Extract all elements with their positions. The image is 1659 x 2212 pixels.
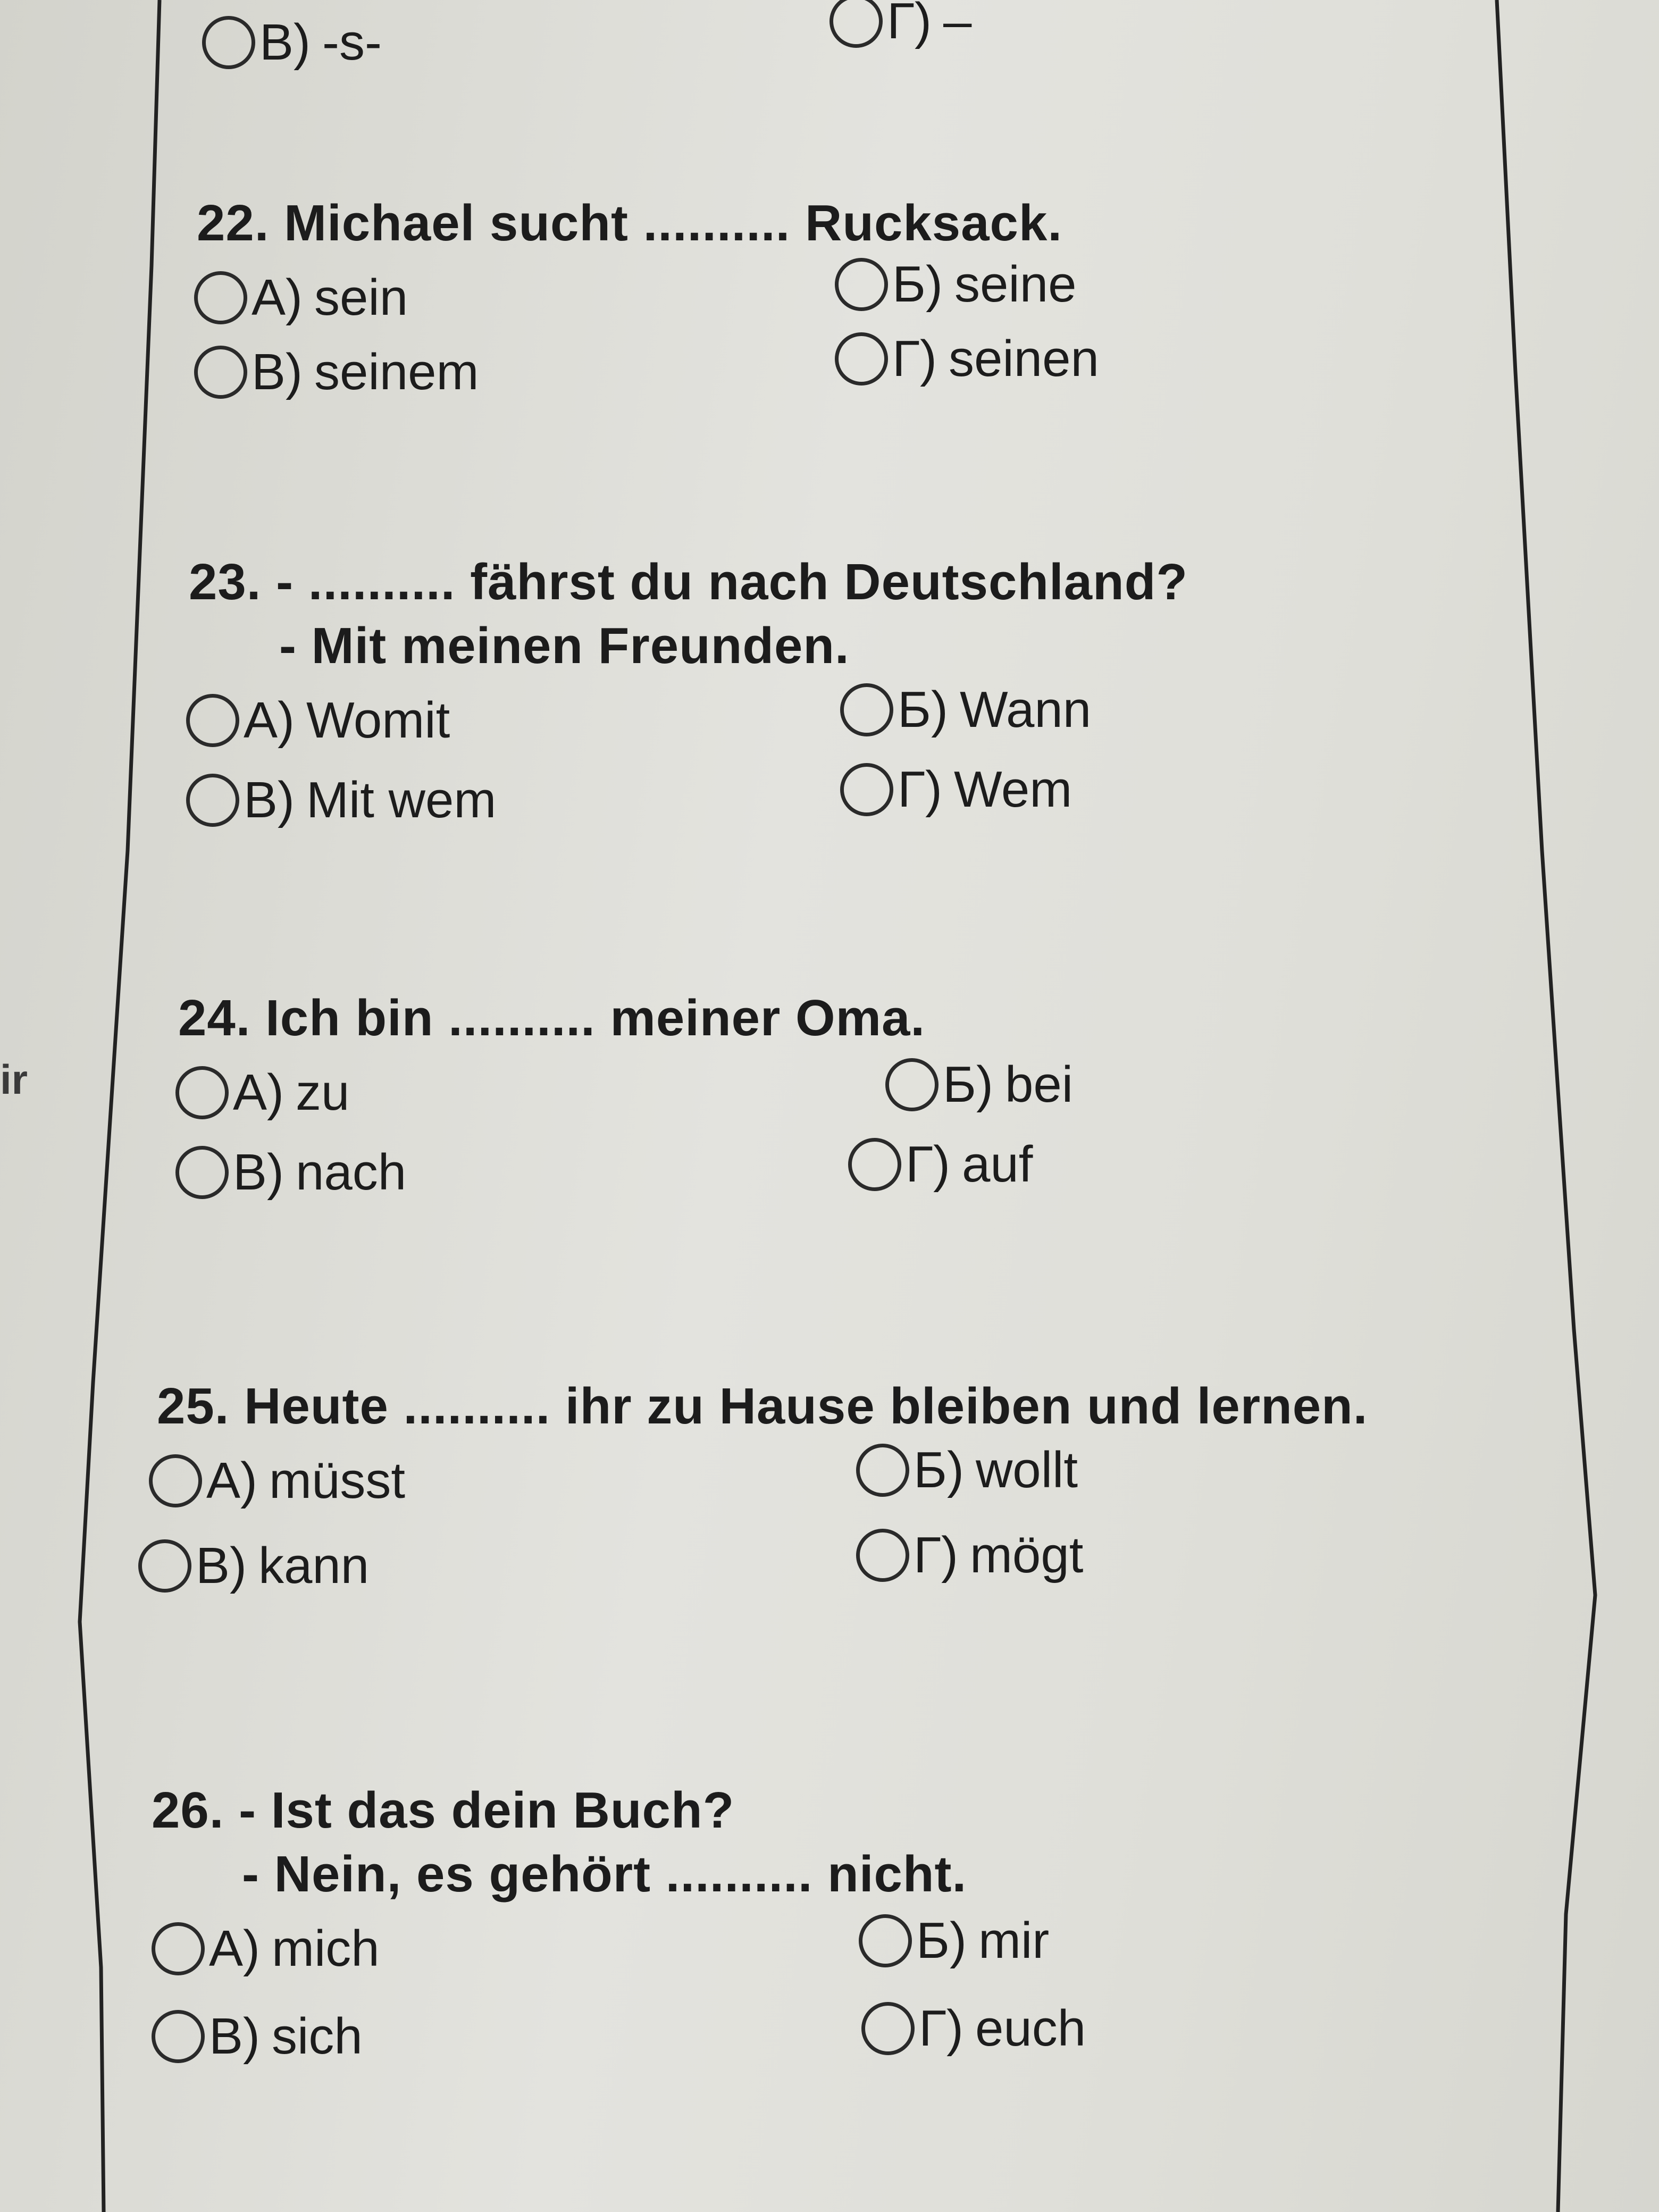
radio-circle-icon[interactable] xyxy=(175,1066,229,1119)
radio-circle-icon[interactable] xyxy=(152,1922,205,1975)
option-g[interactable]: Г) seinen xyxy=(835,330,1099,388)
option-g[interactable]: Г) auf xyxy=(848,1135,1033,1194)
radio-circle-icon[interactable] xyxy=(856,1529,909,1582)
option-v[interactable]: B) seinem xyxy=(194,343,479,401)
radio-circle-icon[interactable] xyxy=(835,258,888,311)
option-v[interactable]: B) sich xyxy=(152,2007,363,2066)
radio-circle-icon[interactable] xyxy=(175,1146,229,1199)
question-text-line-2: - Nein, es gehört .......... nicht. xyxy=(242,1846,967,1903)
partial-option-b[interactable]: B) -s- xyxy=(202,13,382,72)
radio-circle-icon[interactable] xyxy=(186,694,239,747)
option-g[interactable]: Г) mögt xyxy=(856,1526,1083,1585)
partial-previous-options xyxy=(202,0,1212,82)
question-26 xyxy=(152,1781,1659,2090)
question-text: 23. - .......... fährst du nach Deutschland? xyxy=(189,554,1188,610)
option-b[interactable]: Б) bei xyxy=(885,1055,1073,1114)
option-b[interactable]: Б) seine xyxy=(835,255,1076,314)
option-a[interactable]: A) mich xyxy=(152,1920,380,1978)
question-23 xyxy=(189,553,1659,861)
option-v[interactable]: B) nach xyxy=(175,1143,406,1202)
partial-option-g[interactable]: Г) – xyxy=(830,0,971,51)
question-24 xyxy=(178,989,1659,1234)
answer-options xyxy=(178,1056,1659,1234)
option-a[interactable]: A) müsst xyxy=(149,1452,405,1510)
radio-circle-icon[interactable] xyxy=(138,1539,191,1593)
question-text: 24. Ich bin .......... meiner Oma. xyxy=(178,990,926,1046)
question-text: 26. - Ist das dein Buch? xyxy=(152,1782,735,1839)
radio-circle-icon[interactable] xyxy=(861,2002,915,2055)
question-text-line-2: - Mit meinen Freunden. xyxy=(279,617,850,674)
question-text: 25. Heute .......... ihr zu Hause bleiben und lernen. xyxy=(157,1378,1368,1435)
option-v[interactable]: B) Mit wem xyxy=(186,771,496,830)
option-a[interactable]: A) Womit xyxy=(186,691,450,750)
answer-options xyxy=(157,1442,1659,1622)
radio-circle-icon[interactable] xyxy=(835,332,888,386)
answer-options xyxy=(189,681,1659,861)
radio-circle-icon[interactable] xyxy=(848,1138,901,1191)
option-b[interactable]: Б) Wann xyxy=(840,681,1091,739)
radio-circle-icon[interactable] xyxy=(840,683,893,736)
option-b[interactable]: Б) wollt xyxy=(856,1441,1078,1499)
radio-circle-icon[interactable] xyxy=(194,346,247,399)
radio-circle-icon[interactable] xyxy=(202,16,255,69)
radio-circle-icon[interactable] xyxy=(885,1058,939,1111)
radio-circle-icon[interactable] xyxy=(856,1444,909,1497)
option-g[interactable]: Г) euch xyxy=(861,1999,1086,2058)
question-22 xyxy=(197,194,1659,439)
radio-circle-icon[interactable] xyxy=(840,763,893,816)
question-25 xyxy=(157,1377,1659,1622)
option-g[interactable]: Г) Wem xyxy=(840,760,1072,819)
answer-options xyxy=(197,256,1659,439)
question-text: 22. Michael sucht .......... Rucksack. xyxy=(197,195,1062,252)
option-b[interactable]: Б) mir xyxy=(859,1912,1049,1970)
radio-circle-icon[interactable] xyxy=(859,1914,912,1967)
margin-fragment: ir xyxy=(0,1056,28,1103)
radio-circle-icon[interactable] xyxy=(194,271,247,324)
radio-circle-icon[interactable] xyxy=(149,1454,202,1507)
option-v[interactable]: B) kann xyxy=(138,1537,369,1595)
radio-circle-icon[interactable] xyxy=(830,0,883,48)
option-a[interactable]: A) sein xyxy=(194,269,408,327)
radio-circle-icon[interactable] xyxy=(152,2010,205,2063)
answer-options xyxy=(152,1912,1659,2090)
radio-circle-icon[interactable] xyxy=(186,774,239,827)
option-a[interactable]: A) zu xyxy=(175,1063,349,1122)
